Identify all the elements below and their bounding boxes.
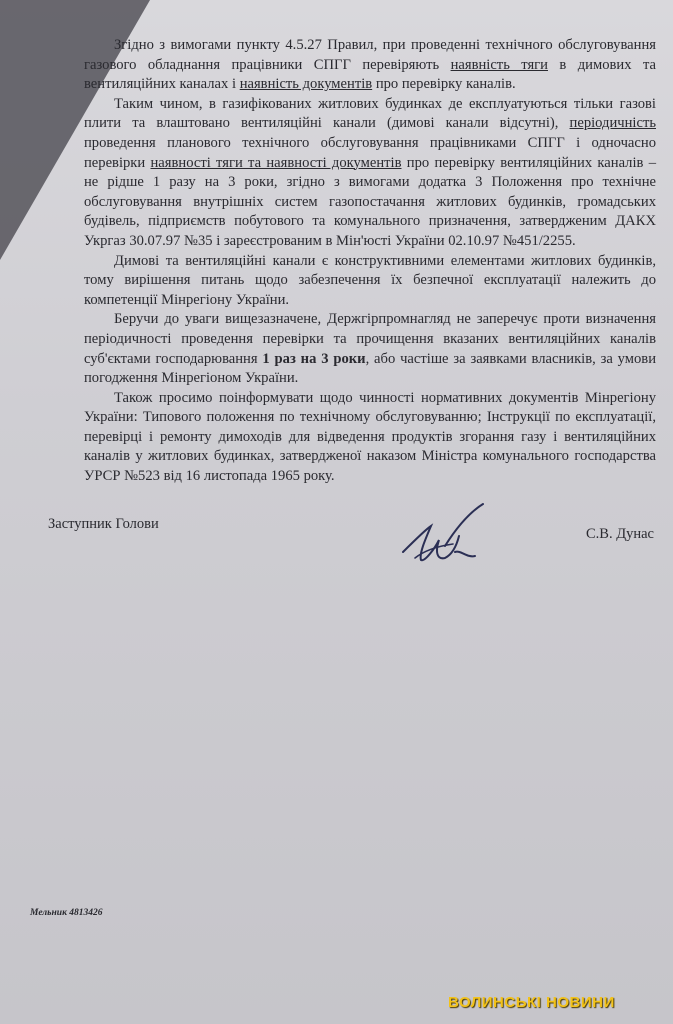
- signatory-position: Заступник Голови: [48, 516, 159, 532]
- paragraph-4: [84, 310, 656, 388]
- watermark-logo: ВОЛИНСЬКІ НОВИНИ: [448, 994, 615, 1011]
- bold-text: 1 раз на 3 роки: [262, 350, 366, 367]
- paragraph-3: Димові та вентиляційні канали є конструктивними елементами житлових будинків, тому вирішення питань щодо забезпечення їх безпечної експлуатації належить до компетенції Мінрегіону України.: [84, 252, 656, 308]
- paragraph-1: [84, 36, 656, 95]
- text-run: про перевірку каналів.: [372, 76, 516, 93]
- paragraph-5: Також просимо поінформувати щодо чинності нормативних документів Мінрегіону України: Типового положення по технічному обслуговуванню; Інструкції по експлуатації, перевірці і ремонту димоходів для відведення продуктів згорання газу і вентиляційних каналів у житлових будинках, затвердженої наказом Міністра комунального господарства УРСР №523 від 16 листопада 1965 року.: [84, 389, 656, 485]
- text-run: Беручи до уваги вищезазначене, Держгірпромнагляд не заперечує проти визначення періодичності проведення перевірки та прочищення вказаних вентиляційних каналів суб'єктами господарювання: [84, 311, 656, 367]
- letter-body: [84, 36, 656, 487]
- text-run: проведення планового технічного обслуговування працівниками СПГГ і одночасно перевірки: [84, 134, 656, 171]
- paragraph-2: [84, 95, 656, 252]
- underlined-text: наявності тяги та наявності документів: [150, 154, 402, 171]
- executor-note: Мельник 4813426: [30, 908, 103, 918]
- text-run: про перевірку вентиляційних каналів – не рідше 1 разу на 3 роки, згідно з вимогами додатка 3 Положення про технічне обслуговування внутрішніх систем газопостачання житлових будинків, громадських будівель, підприємств побутового та комунального призначення, затвердженим ДАКХ Укргаз 30.07.97 №35 і зареєстрованим в Мін'юсті України 02.10.97 №451/2255.: [84, 154, 656, 249]
- handwritten-signature: [395, 500, 490, 570]
- signatory-name: С.В. Дунас: [586, 526, 654, 542]
- underlined-text: періодичність: [569, 115, 656, 132]
- underlined-text: наявність тяги: [450, 56, 548, 73]
- text-run: , або частіше за заявками власників, за умови погодження Мінрегіоном України.: [84, 350, 657, 387]
- text-run: в димових та вентиляційних каналах і: [84, 56, 656, 93]
- text-run: Згідно з вимогами пункту 4.5.27 Правил, при проведенні технічного обслуговування газового обладнання працівники СПГГ перевіряють: [84, 37, 656, 73]
- text-run: Таким чином, в газифікованих житлових будинках де експлуатуються тільки газові плити та влаштовано вентиляційні канали (димові канали відсутні),: [84, 95, 656, 132]
- underlined-text: наявність документів: [239, 76, 373, 93]
